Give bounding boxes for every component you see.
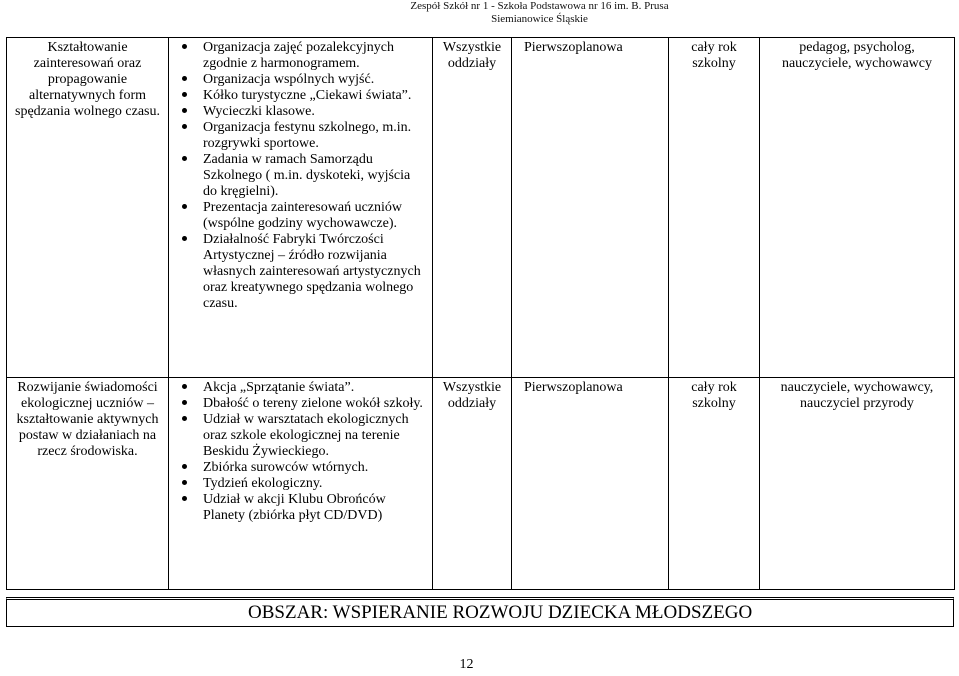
list-item: Udział w akcji Klubu Obrońców Planety (zbiórka płyt CD/DVD) [194,492,427,524]
table-row [7,38,955,378]
list-item: Organizacja festynu szkolnego, m.in. rozgrywki sportowe. [194,120,427,152]
list-item: Organizacja zajęć pozalekcyjnych zgodnie z harmonogramem. [194,40,427,72]
tasks-cell [169,38,433,378]
list-item: Prezentacja zainteresowań uczniów (wspólne godziny wychowawcze). [194,200,427,232]
school-name: Zespół Szkół nr 1 - Szkoła Podstawowa nr 16 im. B. Prusa [410,0,669,12]
tasks-list [174,40,427,312]
list-item: Tydzień ekologiczny. [194,476,427,492]
program-table [6,37,955,590]
priority-cell: Pierwszoplanowa [512,38,669,378]
timing-cell: cały rok szkolny [669,378,760,590]
list-item: Dbałość o tereny zielone wokół szkoły. [194,396,427,412]
responsible-cell: pedagog, psycholog, nauczyciele, wychowawcy [760,38,955,378]
priority-cell: Pierwszoplanowa [512,378,669,590]
page-number-text: 12 [459,657,474,672]
page-number [0,657,959,673]
list-item: Wycieczki klasowe. [194,104,427,120]
table-row [7,378,955,590]
page-header [0,0,959,26]
list-item: Organizacja wspólnych wyjść. [194,72,427,88]
responsible-cell: nauczyciele, wychowawcy, nauczyciel przyrody [760,378,955,590]
tasks-list [174,380,427,524]
list-item: Akcja „Sprzątanie świata”. [194,380,427,396]
area-heading-text: OBSZAR: WSPIERANIE ROZWOJU DZIECKA MŁODSZEGO [248,602,753,623]
list-item: Działalność Fabryki Twórczości Artystycznej – źródło rozwijania własnych zainteresowań artystycznych oraz kreatywnego spędzania wolnego czasu. [194,232,427,312]
timing-cell: cały rok szkolny [669,38,760,378]
goal-cell: Kształtowanie zainteresowań oraz propagowanie alternatywnych form spędzania wolnego czasu. [7,38,169,378]
school-city: Siemianowice Śląskie [491,13,588,25]
list-item: Udział w warsztatach ekologicznych oraz szkole ekologicznej na terenie Beskidu Żywieckiego. [194,412,427,460]
area-heading [6,597,954,627]
audience-cell: Wszystkie oddziały [433,378,512,590]
list-item: Kółko turystyczne „Ciekawi świata”. [194,88,427,104]
list-item: Zbiórka surowców wtórnych. [194,460,427,476]
tasks-cell [169,378,433,590]
audience-cell: Wszystkie oddziały [433,38,512,378]
goal-cell: Rozwijanie świadomości ekologicznej uczniów – kształtowanie aktywnych postaw w działaniach na rzecz środowiska. [7,378,169,590]
list-item: Zadania w ramach Samorządu Szkolnego ( m.in. dyskoteki, wyjścia do kręgielni). [194,152,427,200]
